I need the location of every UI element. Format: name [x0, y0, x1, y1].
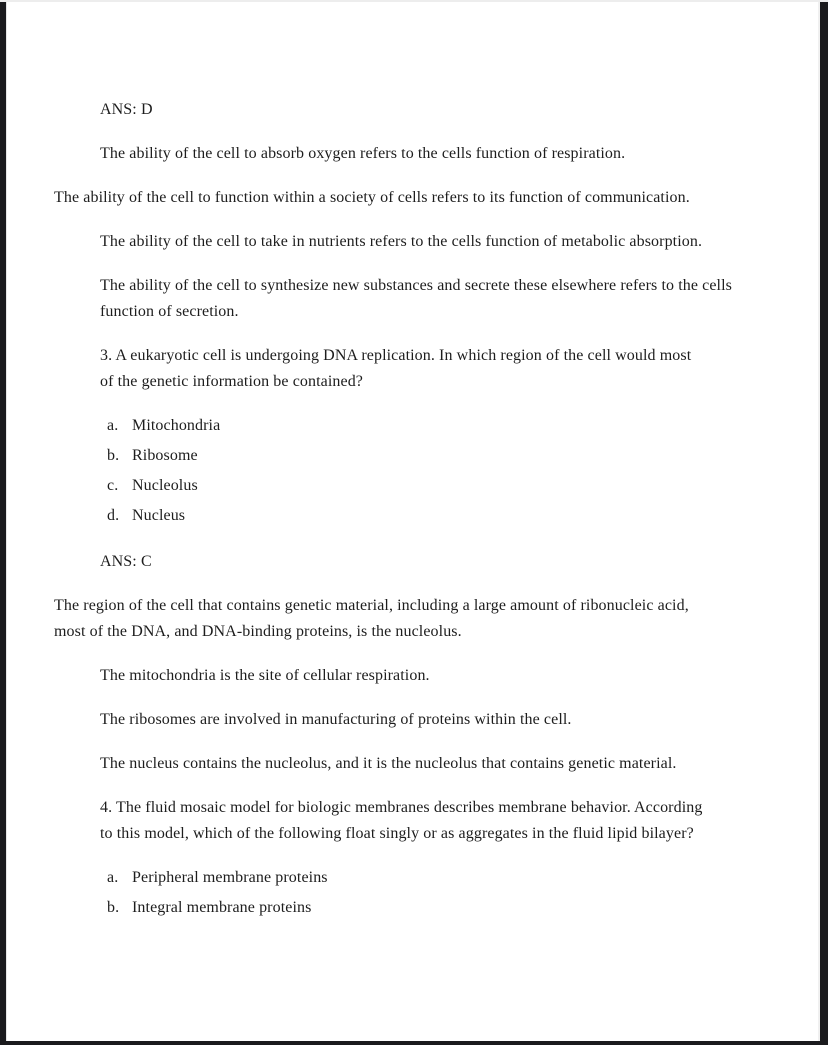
rationale-nucleus	[100, 751, 798, 777]
option-a	[107, 413, 798, 439]
paragraph-line: The ribosomes are involved in manufacturing of proteins within the cell.	[100, 711, 572, 728]
option-text: Mitochondria	[132, 417, 221, 434]
options-question-3	[107, 413, 798, 529]
page-right-border	[818, 0, 828, 1045]
paragraph-line: The region of the cell that contains genetic material, including a large amount of ribonucleic acid,	[54, 597, 689, 614]
rationale-ribosomes	[100, 707, 798, 733]
question-3	[100, 343, 798, 395]
document-page	[7, 0, 818, 941]
option-text: Ribosome	[132, 447, 198, 464]
paragraph-line: The ability of the cell to absorb oxygen refers to the cells function of respiration.	[100, 145, 626, 162]
page-left-border	[0, 0, 7, 1045]
option-letter: a.	[107, 869, 119, 886]
page-bottom-border	[0, 1041, 828, 1045]
answer-line-d	[100, 97, 798, 123]
rationale-secretion	[100, 273, 798, 325]
answer-text: ANS: D	[100, 101, 153, 118]
option-letter: d.	[107, 507, 120, 524]
rationale-respiration	[100, 141, 798, 167]
rationale-communication	[54, 185, 798, 211]
question-line: to this model, which of the following float singly or as aggregates in the fluid lipid bilayer?	[100, 825, 694, 842]
question-line: 3. A eukaryotic cell is undergoing DNA replication. In which region of the cell would most	[100, 347, 692, 364]
option-d	[107, 503, 798, 529]
option-text: Nucleus	[132, 507, 186, 524]
option-text: Integral membrane proteins	[132, 899, 312, 916]
question-line: 4. The fluid mosaic model for biologic membranes describes membrane behavior. According	[100, 799, 703, 816]
option-letter: b.	[107, 447, 120, 464]
paragraph-line: most of the DNA, and DNA-binding proteins, is the nucleolus.	[54, 623, 462, 640]
paragraph-line: The ability of the cell to synthesize new substances and secrete these elsewhere refers to the cells	[100, 277, 732, 294]
option-c	[107, 473, 798, 499]
answer-line-c	[100, 549, 798, 575]
paragraph-line: The nucleus contains the nucleolus, and it is the nucleolus that contains genetic material.	[100, 755, 677, 772]
option-b	[107, 443, 798, 469]
page-top-edge	[0, 0, 828, 2]
rationale-mitochondria	[100, 663, 798, 689]
option-letter: b.	[107, 899, 120, 916]
paragraph-line: The mitochondria is the site of cellular respiration.	[100, 667, 430, 684]
option-text: Nucleolus	[132, 477, 198, 494]
paragraph-line: The ability of the cell to take in nutrients refers to the cells function of metabolic absorption.	[100, 233, 703, 250]
question-4	[100, 795, 798, 847]
question-line: of the genetic information be contained?	[100, 373, 364, 390]
paragraph-line: function of secretion.	[100, 303, 239, 320]
answer-text: ANS: C	[100, 553, 152, 570]
rationale-nucleolus	[54, 593, 798, 645]
option-text: Peripheral membrane proteins	[132, 869, 328, 886]
option-letter: a.	[107, 417, 119, 434]
paragraph-line: The ability of the cell to function within a society of cells refers to its function of communication.	[54, 189, 690, 206]
option-letter: c.	[107, 477, 119, 494]
options-question-4	[107, 865, 798, 921]
rationale-metabolic-absorption	[100, 229, 798, 255]
option-a	[107, 865, 798, 891]
option-b	[107, 895, 798, 921]
